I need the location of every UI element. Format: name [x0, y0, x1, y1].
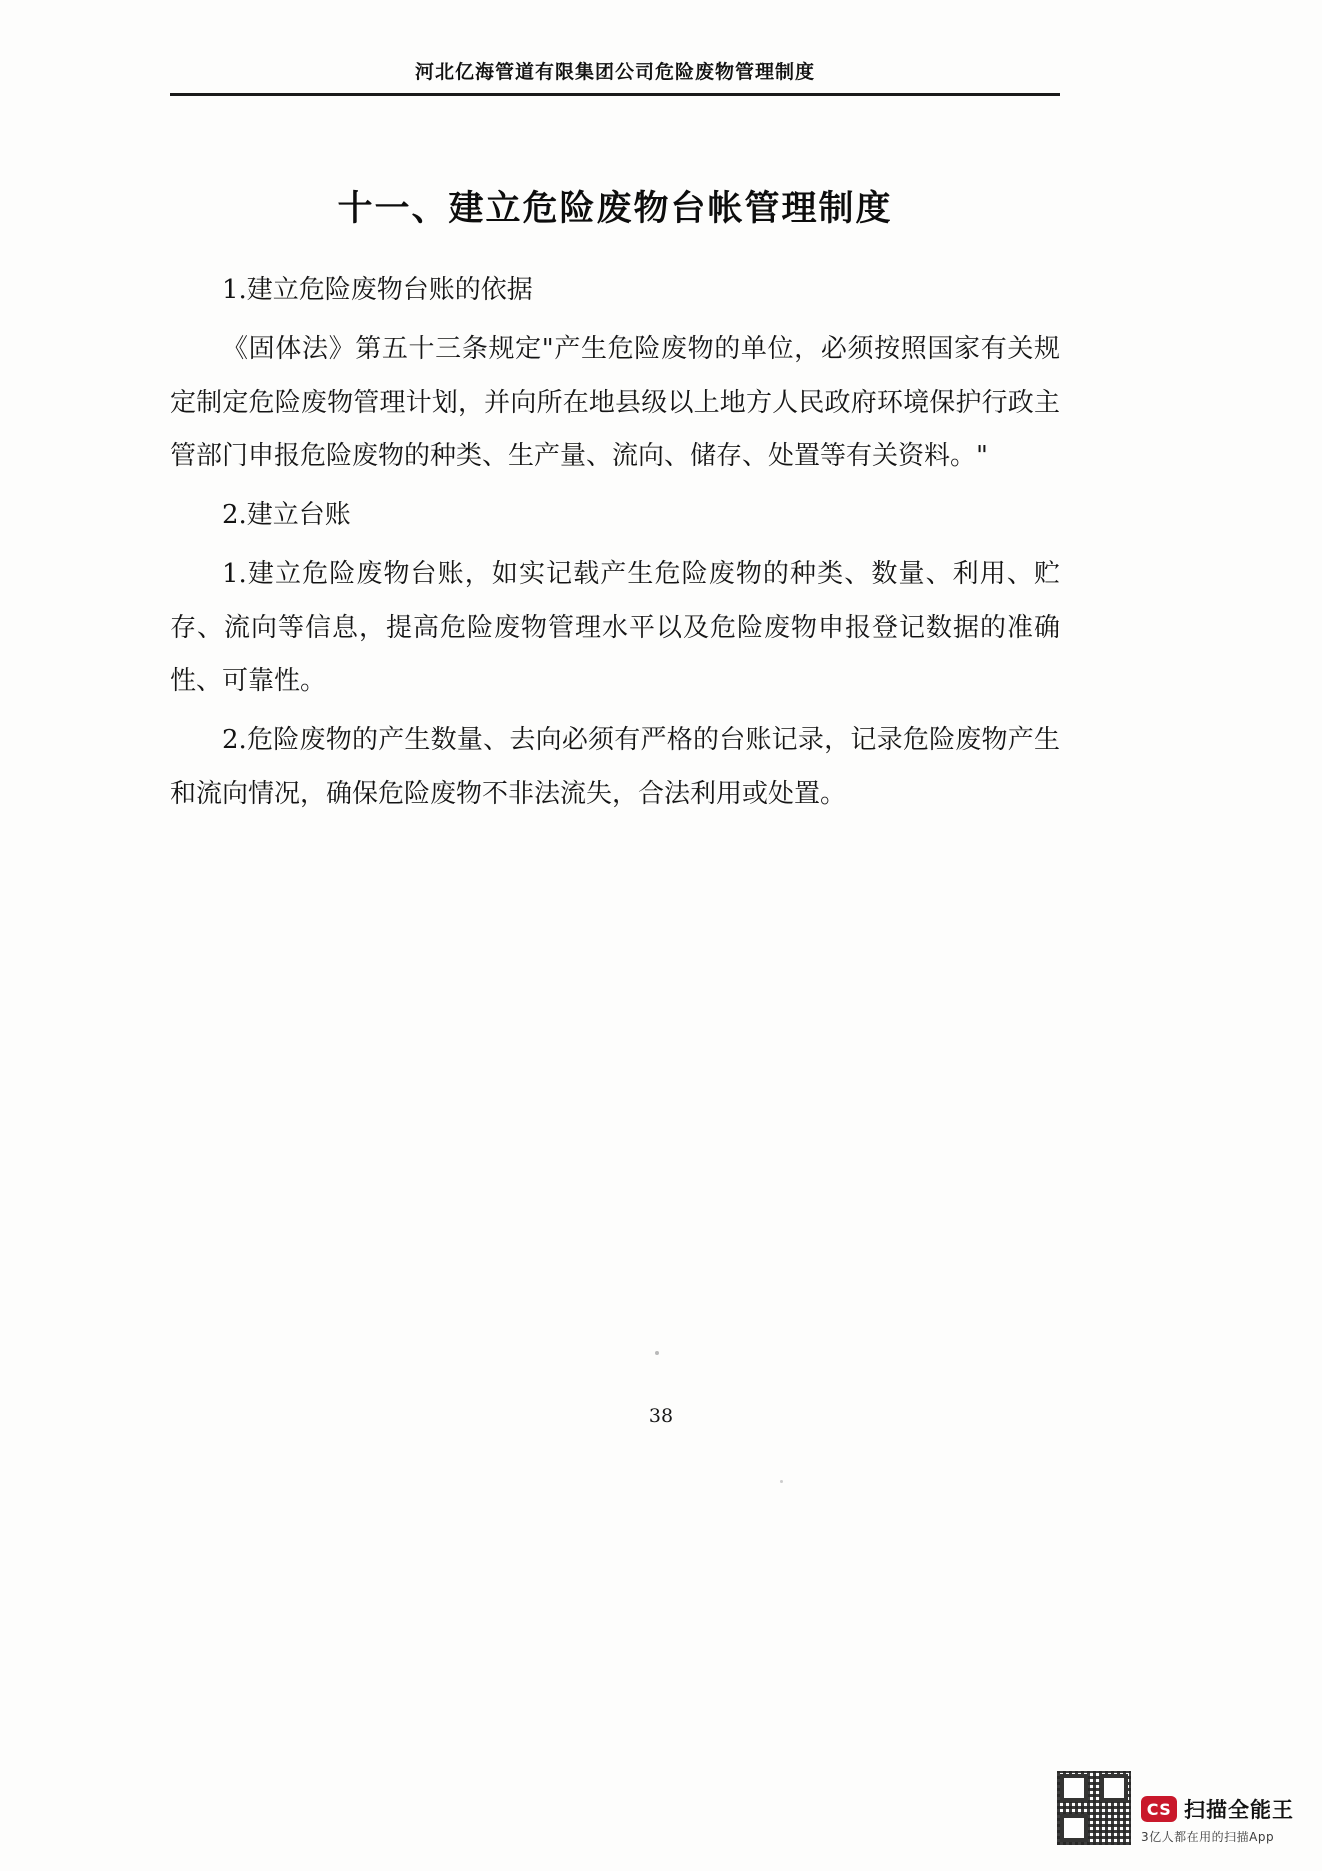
paragraph-4: 1.建立危险废物台账，如实记载产生危险废物的种类、数量、利用、贮存、流向等信息，提高危险废物管理水平以及危险废物申报登记数据的准确性、可靠性。 [170, 559, 1060, 697]
page-title: 十一、建立危险废物台帐管理制度 [337, 189, 893, 229]
watermark-text-group [1141, 1794, 1294, 1845]
paragraph-5: 2.危险废物的产生数量、去向必须有严格的台账记录，记录危险废物产生和流向情况，确保危险废物不非法流失，合法利用或处置。 [170, 725, 1060, 809]
watermark-brand-row [1141, 1794, 1294, 1824]
page-number: 38 [648, 1405, 674, 1427]
qr-code-icon [1057, 1771, 1131, 1845]
watermark-tagline: 3亿人都在用的扫描App [1141, 1830, 1275, 1844]
paragraph-3: 2.建立台账 [222, 500, 351, 531]
scan-artifact-dot-secondary [780, 1480, 783, 1483]
paragraph-2: 《固体法》第五十三条规定"产生危险废物的单位，必须按照国家有关规定制定危险废物管理计划，并向所在地县级以上地方人民政府环境保护行政主管部门申报危险废物的种类、生产量、流向、储存、处置等有关资料。" [170, 334, 1060, 471]
paragraph-1: 1.建立危险废物台账的依据 [222, 275, 533, 305]
qr-finder-bottom-left [1060, 1814, 1088, 1842]
camscanner-logo-icon: CS [1141, 1796, 1177, 1822]
document-body [170, 185, 1060, 827]
scan-artifact-dot [655, 1351, 659, 1355]
header-divider [170, 93, 1060, 96]
scanner-watermark [1057, 1771, 1294, 1845]
running-head: 河北亿海管道有限集团公司危险废物管理制度 [414, 61, 815, 83]
page-header [170, 60, 1060, 96]
watermark-app-name: 扫描全能王 [1184, 1798, 1294, 1822]
